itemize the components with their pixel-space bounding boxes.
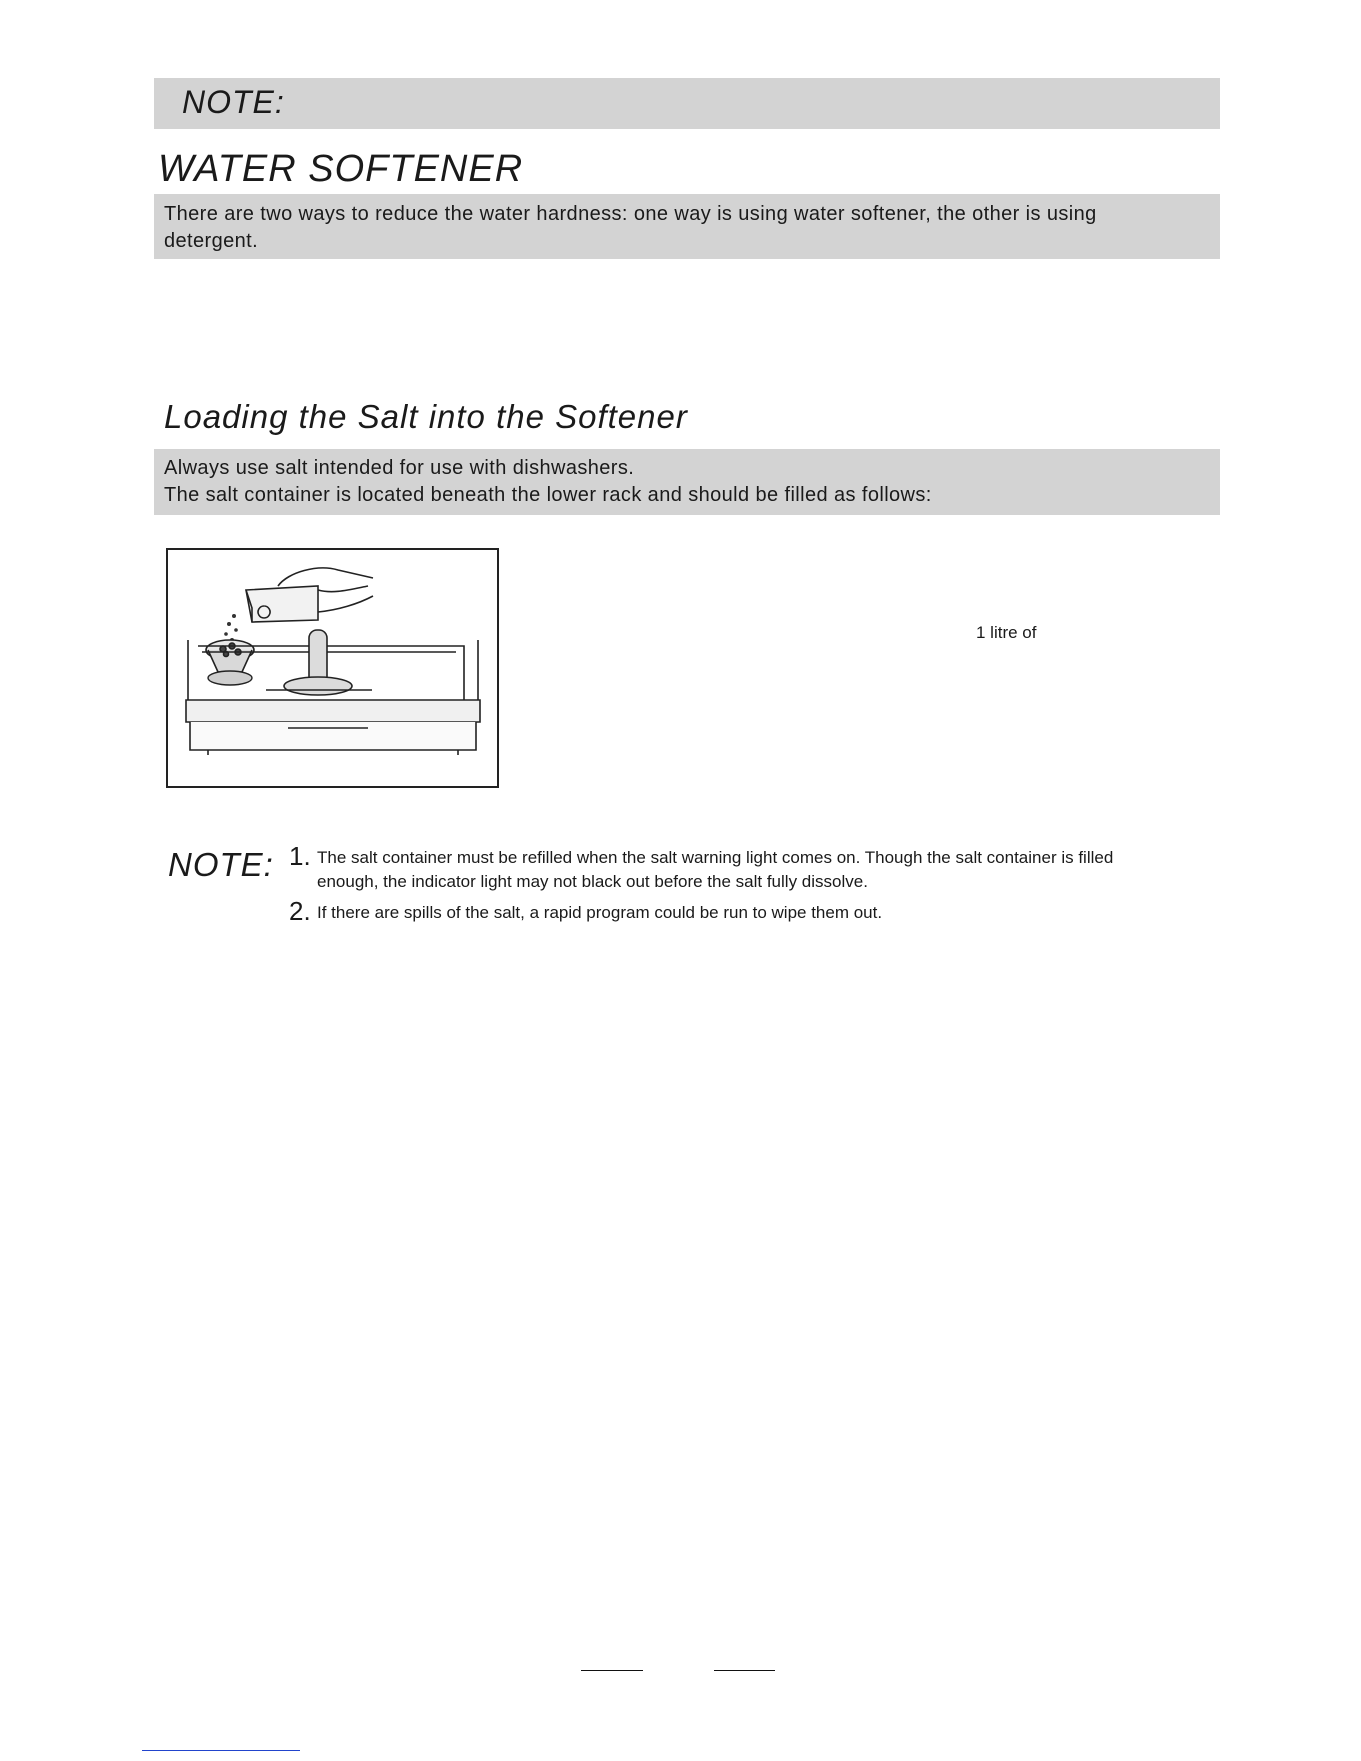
dishwasher-salt-drawing — [168, 550, 497, 786]
note-item-number: 1. — [289, 841, 311, 871]
intro-banner — [154, 194, 1220, 259]
notes-title: NOTE: — [168, 846, 274, 883]
water-softener-heading: WATER SOFTENER — [158, 148, 524, 190]
intro-text: There are two ways to reduce the water hardness: one way is using water softener, the other is using detergent. — [164, 203, 1097, 252]
note-item-text: If there are spills of the salt, a rapid program could be run to wipe them out. — [317, 903, 883, 922]
note-banner — [154, 78, 1220, 129]
salt-instructions-banner — [154, 449, 1220, 515]
footer-rule-left — [581, 1670, 643, 1671]
note-item-1 — [289, 841, 1114, 893]
note-item-number: 2. — [289, 896, 311, 926]
footer-rule-right — [714, 1670, 775, 1671]
loading-salt-heading: Loading the Salt into the Softener — [164, 398, 688, 435]
note-banner-title: NOTE: — [182, 84, 285, 120]
salt-loading-illustration — [166, 548, 499, 788]
salt-instruction-line-2: The salt container is located beneath the lower rack and should be filled as follows: — [164, 484, 932, 506]
note-item-2 — [289, 896, 883, 926]
salt-instruction-line-1: Always use salt intended for use with dishwashers. — [164, 457, 635, 479]
side-text-litre: 1 litre of — [976, 623, 1037, 642]
note-item-text: The salt container must be refilled when the salt warning light comes on. Though the salt container is filled — [317, 848, 1114, 867]
bottom-underline — [142, 1750, 300, 1751]
note-item-continuation: enough, the indicator light may not black out before the salt fully dissolve. — [317, 872, 868, 891]
